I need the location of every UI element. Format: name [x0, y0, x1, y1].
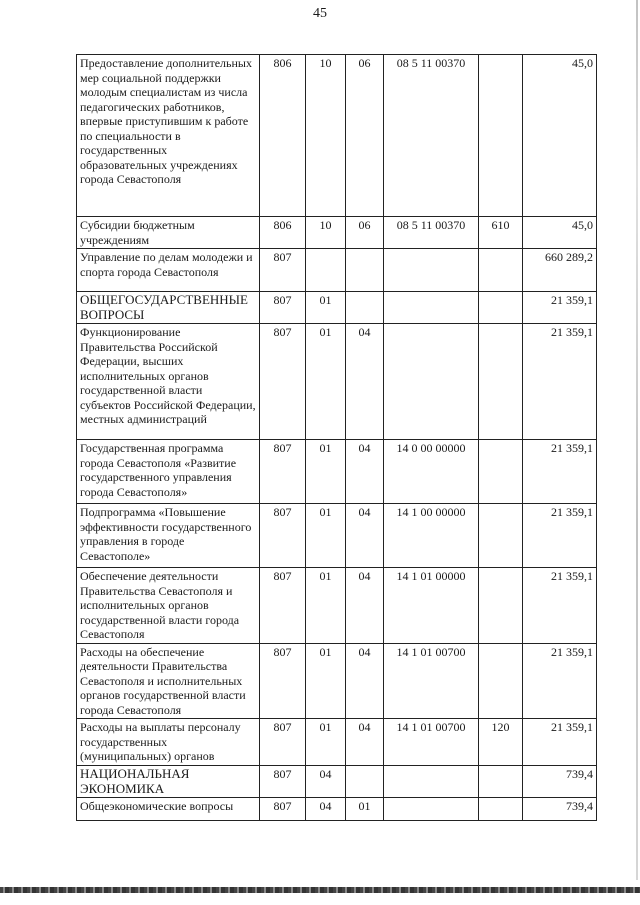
table-row: [77, 719, 597, 766]
target-code-cell: 14 1 01 00700: [384, 719, 479, 766]
subsection-code-cell: 04: [346, 568, 384, 644]
subsection-code-cell: 04: [346, 440, 384, 504]
ministry-code-cell: 807: [260, 643, 306, 719]
expense-type-cell: [479, 798, 523, 821]
subsection-code-cell: 04: [346, 504, 384, 568]
expense-type-cell: [479, 643, 523, 719]
row-name-cell: Подпрограмма «Повышение эффективности государственного управления в городе Севастополе»: [77, 504, 260, 568]
section-code-cell: 01: [306, 292, 346, 324]
amount-cell: 21 359,1: [523, 568, 597, 644]
subsection-code-cell: 01: [346, 798, 384, 821]
table-row: [77, 217, 597, 249]
amount-cell: 21 359,1: [523, 504, 597, 568]
row-name-cell: НАЦИОНАЛЬНАЯ ЭКОНОМИКА: [77, 766, 260, 798]
target-code-cell: [384, 766, 479, 798]
section-code-cell: 04: [306, 766, 346, 798]
subsection-code-cell: 04: [346, 643, 384, 719]
budget-table: [76, 54, 597, 821]
ministry-code-cell: 807: [260, 324, 306, 440]
target-code-cell: 14 0 00 00000: [384, 440, 479, 504]
ministry-code-cell: 807: [260, 440, 306, 504]
subsection-code-cell: 04: [346, 719, 384, 766]
section-code-cell: 01: [306, 568, 346, 644]
expense-type-cell: [479, 55, 523, 217]
table-body: [77, 55, 597, 821]
ministry-code-cell: 807: [260, 292, 306, 324]
expense-type-cell: [479, 440, 523, 504]
expense-type-cell: [479, 766, 523, 798]
table-row: [77, 643, 597, 719]
ministry-code-cell: 806: [260, 55, 306, 217]
ministry-code-cell: 807: [260, 249, 306, 292]
table-row: [77, 249, 597, 292]
amount-cell: 660 289,2: [523, 249, 597, 292]
row-name-cell: Государственная программа города Севастополя «Развитие государственного управления города Севастополя»: [77, 440, 260, 504]
row-name-cell: Общеэкономические вопросы: [77, 798, 260, 821]
table-row: [77, 766, 597, 798]
amount-cell: 45,0: [523, 55, 597, 217]
ministry-code-cell: 807: [260, 766, 306, 798]
table-row: [77, 324, 597, 440]
ministry-code-cell: 807: [260, 798, 306, 821]
subsection-code-cell: [346, 249, 384, 292]
amount-cell: 739,4: [523, 798, 597, 821]
amount-cell: 45,0: [523, 217, 597, 249]
target-code-cell: 08 5 11 00370: [384, 55, 479, 217]
table-row: [77, 440, 597, 504]
row-name-cell: Функционирование Правительства Российской Федерации, высших исполнительных органов государственной власти субъектов Российской Федерации, местных администраций: [77, 324, 260, 440]
subsection-code-cell: [346, 292, 384, 324]
section-code-cell: 01: [306, 643, 346, 719]
subsection-code-cell: [346, 766, 384, 798]
ministry-code-cell: 806: [260, 217, 306, 249]
target-code-cell: [384, 324, 479, 440]
subsection-code-cell: 04: [346, 324, 384, 440]
amount-cell: 21 359,1: [523, 719, 597, 766]
target-code-cell: 14 1 01 00000: [384, 568, 479, 644]
row-name-cell: ОБЩЕГОСУДАРСТВЕННЫЕ ВОПРОСЫ: [77, 292, 260, 324]
section-code-cell: 10: [306, 55, 346, 217]
section-code-cell: 10: [306, 217, 346, 249]
section-code-cell: 01: [306, 324, 346, 440]
expense-type-cell: 610: [479, 217, 523, 249]
ministry-code-cell: 807: [260, 568, 306, 644]
subsection-code-cell: 06: [346, 217, 384, 249]
amount-cell: 21 359,1: [523, 643, 597, 719]
row-name-cell: Предоставление дополнительных мер социальной поддержки молодым специалистам из числа педагогических работников, впервые приступившим к работе по специальности в государственных образовательных учреждениях города Севастополя: [77, 55, 260, 217]
ministry-code-cell: 807: [260, 719, 306, 766]
amount-cell: 739,4: [523, 766, 597, 798]
target-code-cell: [384, 798, 479, 821]
table-row: [77, 55, 597, 217]
scan-edge: [636, 0, 638, 880]
expense-type-cell: [479, 504, 523, 568]
table-row: [77, 568, 597, 644]
table-row: [77, 292, 597, 324]
section-code-cell: 01: [306, 504, 346, 568]
row-name-cell: Расходы на обеспечение деятельности Правительства Севастополя и исполнительных органов государственной власти города Севастополя: [77, 643, 260, 719]
section-code-cell: 01: [306, 440, 346, 504]
target-code-cell: 14 1 00 00000: [384, 504, 479, 568]
amount-cell: 21 359,1: [523, 324, 597, 440]
ministry-code-cell: 807: [260, 504, 306, 568]
target-code-cell: [384, 292, 479, 324]
section-code-cell: 04: [306, 798, 346, 821]
expense-type-cell: 120: [479, 719, 523, 766]
table-row: [77, 504, 597, 568]
section-code-cell: [306, 249, 346, 292]
table-row: [77, 798, 597, 821]
target-code-cell: 14 1 01 00700: [384, 643, 479, 719]
subsection-code-cell: 06: [346, 55, 384, 217]
expense-type-cell: [479, 292, 523, 324]
row-name-cell: Управление по делам молодежи и спорта города Севастополя: [77, 249, 260, 292]
target-code-cell: [384, 249, 479, 292]
row-name-cell: Обеспечение деятельности Правительства Севастополя и исполнительных органов государственной власти города Севастополя: [77, 568, 260, 644]
section-code-cell: 01: [306, 719, 346, 766]
amount-cell: 21 359,1: [523, 440, 597, 504]
amount-cell: 21 359,1: [523, 292, 597, 324]
expense-type-cell: [479, 324, 523, 440]
expense-type-cell: [479, 568, 523, 644]
scan-bar: [0, 887, 640, 893]
row-name-cell: Расходы на выплаты персоналу государственных (муниципальных) органов: [77, 719, 260, 766]
target-code-cell: 08 5 11 00370: [384, 217, 479, 249]
row-name-cell: Субсидии бюджетным учреждениям: [77, 217, 260, 249]
expense-type-cell: [479, 249, 523, 292]
page-number: 45: [313, 6, 327, 21]
